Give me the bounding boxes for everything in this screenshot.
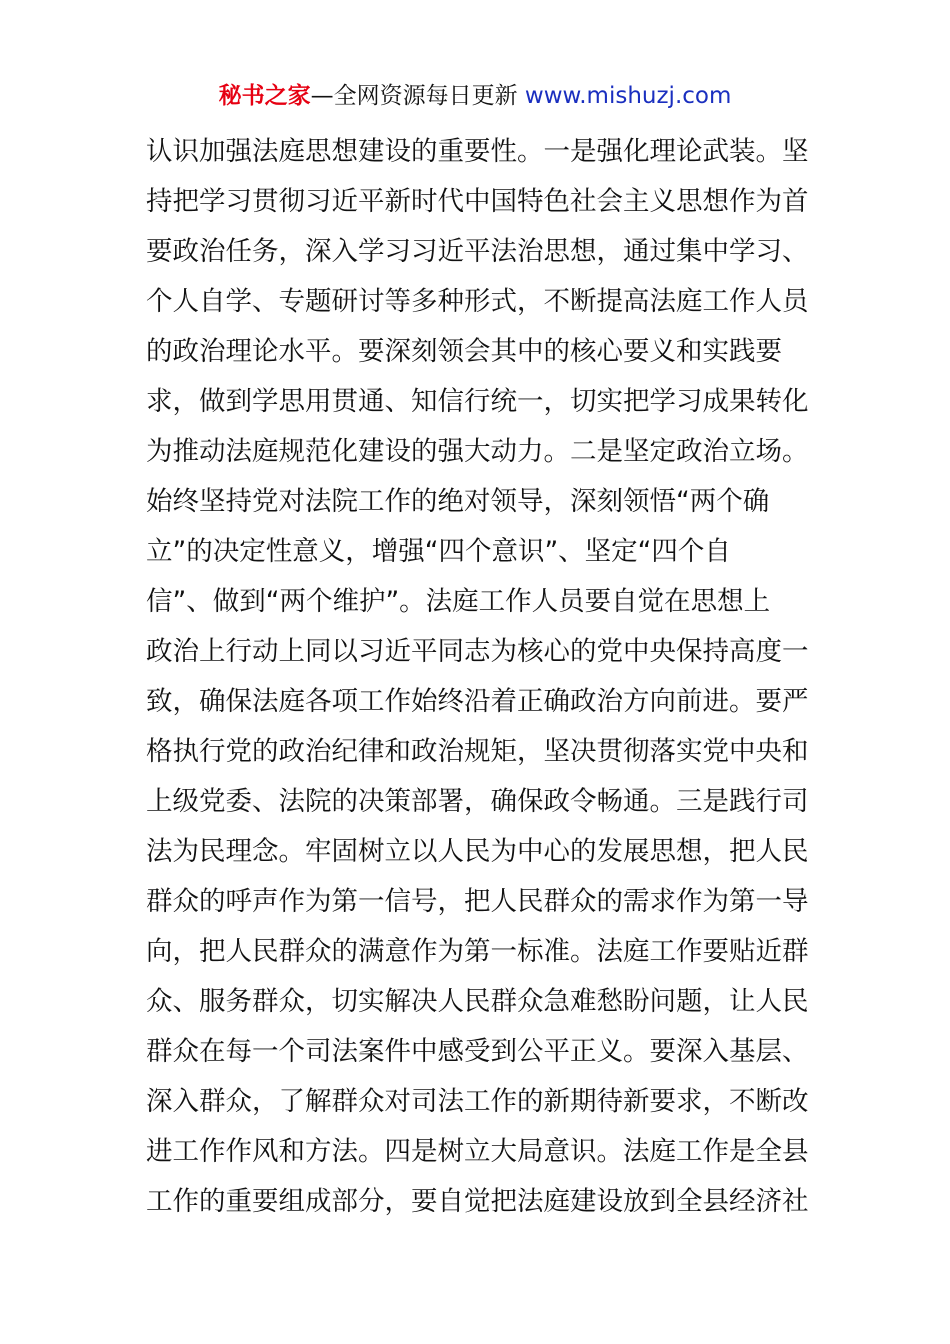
page-header [0, 80, 950, 112]
text-line: 上级党委、法院的决策部署，确保政令畅通。三是践行司 [146, 786, 809, 817]
header-url-link[interactable]: www.mishuzj.com [524, 83, 732, 109]
text-line: 信”、做到“两个维护”。法庭工作人员要自觉在思想上 [146, 586, 771, 617]
text-line: 求，做到学思用贯通、知信行统一，切实把学习成果转化 [146, 386, 809, 417]
text-line: 群众在每一个司法案件中感受到公平正义。要深入基层、 [146, 1036, 809, 1067]
text-line: 工作的重要组成部分，要自觉把法庭建设放到全县经济社 [146, 1186, 809, 1217]
text-line: 向，把人民群众的满意作为第一标准。法庭工作要贴近群 [146, 936, 809, 967]
text-line: 个人自学、专题研讨等多种形式，不断提高法庭工作人员 [146, 286, 809, 317]
text-line: 众、服务群众，切实解决人民群众急难愁盼问题，让人民 [146, 986, 809, 1017]
header-tagline: —全网资源每日更新 [310, 83, 525, 109]
header-brand: 秘书之家 [218, 83, 311, 109]
text-line: 认识加强法庭思想建设的重要性。一是强化理论武装。坚 [146, 136, 809, 167]
text-line: 政治上行动上同以习近平同志为核心的党中央保持高度一 [146, 636, 809, 667]
text-line: 的政治理论水平。要深刻领会其中的核心要义和实践要 [146, 336, 782, 367]
text-line: 立”的决定性意义，增强“四个意识”、坚定“四个自 [146, 536, 731, 567]
text-line: 格执行党的政治纪律和政治规矩，坚决贯彻落实党中央和 [146, 736, 809, 767]
text-line: 法为民理念。牢固树立以人民为中心的发展思想，把人民 [146, 836, 809, 867]
text-line: 致，确保法庭各项工作始终沿着正确政治方向前进。要严 [146, 686, 809, 717]
body-text [146, 127, 810, 1227]
text-line: 持把学习贯彻习近平新时代中国特色社会主义思想作为首 [146, 186, 809, 217]
text-line: 深入群众，了解群众对司法工作的新期待新要求，不断改 [146, 1086, 809, 1117]
text-line: 始终坚持党对法院工作的绝对领导，深刻领悟“两个确 [146, 486, 770, 517]
text-line: 要政治任务，深入学习习近平法治思想，通过集中学习、 [146, 236, 809, 267]
text-line: 群众的呼声作为第一信号，把人民群众的需求作为第一导 [146, 886, 809, 917]
text-line: 为推动法庭规范化建设的强大动力。二是坚定政治立场。 [146, 436, 809, 467]
text-line: 进工作作风和方法。四是树立大局意识。法庭工作是全县 [146, 1136, 809, 1167]
